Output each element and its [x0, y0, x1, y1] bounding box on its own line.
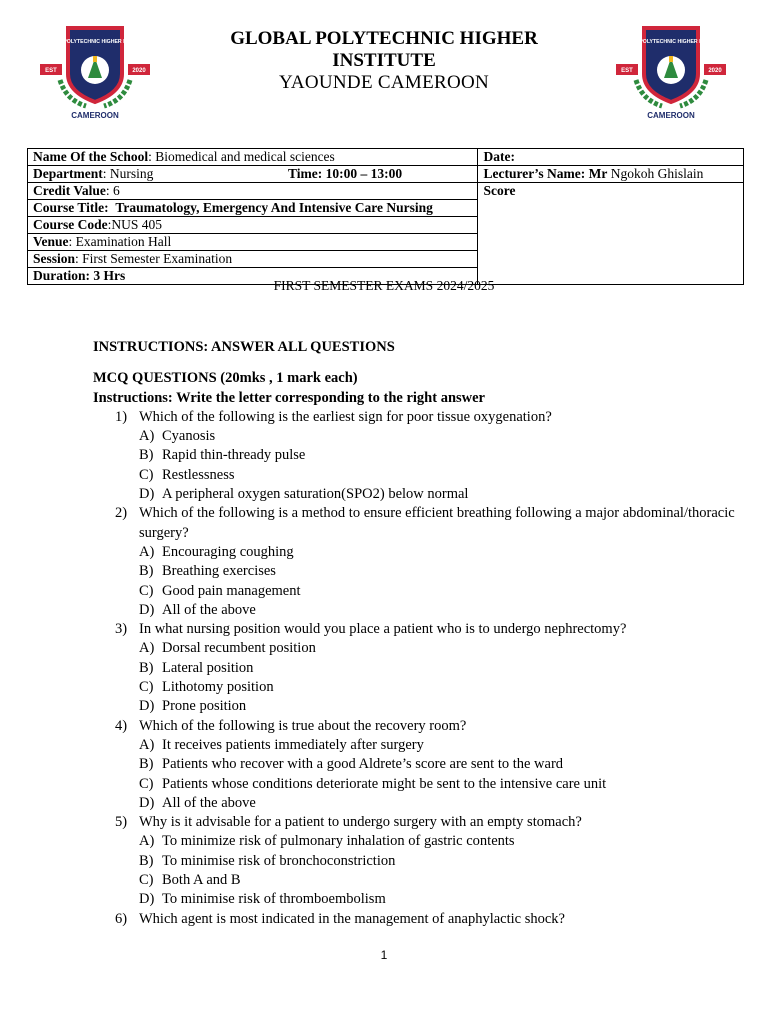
crest-icon	[36, 22, 154, 122]
answer-option	[93, 852, 753, 871]
exam-info-table	[27, 148, 744, 285]
option-text: Cyanosis	[162, 428, 216, 445]
option-text: Rapid thin-thready pulse	[162, 447, 306, 464]
option-letter: B)	[139, 659, 154, 676]
question-list	[93, 408, 753, 929]
answer-option	[93, 890, 753, 909]
logo-year: 2020	[132, 68, 146, 74]
course-code-cell	[28, 217, 478, 234]
option-text: Dorsal recumbent position	[162, 640, 316, 657]
question-item	[93, 910, 753, 929]
question-text: Which of the following is the earliest sign for poor tissue oxygenation?	[139, 408, 552, 425]
answer-option	[93, 543, 753, 562]
answer-option	[93, 871, 753, 890]
option-letter: C)	[139, 466, 154, 483]
option-letter: C)	[139, 775, 154, 792]
option-text: It receives patients immediately after surgery	[162, 736, 424, 753]
duration-label: Duration: 3 Hrs	[33, 268, 126, 283]
option-letter: A)	[139, 833, 155, 850]
exam-content	[93, 338, 753, 929]
logo-text-top: GLOBAL POLYTECHNIC HIGHER INSTITUTE	[616, 39, 726, 45]
date-cell	[478, 149, 744, 166]
school-value: : Biomedical and medical sciences	[148, 149, 335, 164]
option-letter: A)	[139, 736, 155, 753]
institute-name-line1: GLOBAL POLYTECHNIC HIGHER	[230, 28, 538, 49]
option-text: Restlessness	[162, 466, 235, 483]
answer-option	[93, 832, 753, 851]
answer-option	[93, 485, 753, 504]
course-code-value: :NUS 405	[107, 217, 163, 232]
answer-option	[93, 794, 753, 813]
question-text: Which of the following is a method to ensure efficient breathing following a major abdominal/thoracic surgery?	[139, 505, 735, 541]
option-letter: D)	[139, 601, 155, 618]
answer-option	[93, 446, 753, 465]
option-letter: A)	[139, 428, 155, 445]
option-letter: D)	[139, 794, 155, 811]
option-letter: C)	[139, 872, 154, 889]
date-label: Date:	[483, 149, 515, 164]
question-item	[93, 620, 753, 639]
option-text: Both A and B	[162, 872, 241, 889]
venue-value: : Examination Hall	[68, 234, 172, 249]
answer-option	[93, 639, 753, 658]
question-number: 5)	[115, 814, 128, 831]
department-cell	[28, 166, 478, 183]
course-code-label: Course Code	[33, 217, 108, 232]
option-letter: A)	[139, 543, 155, 560]
time-label: Time: 10:00 – 13:00	[288, 166, 403, 181]
answer-option	[93, 659, 753, 678]
option-letter: C)	[139, 582, 154, 599]
option-text: All of the above	[162, 601, 256, 618]
option-letter: B)	[139, 852, 154, 869]
lecturer-label: Lecturer’s Name: Mr	[483, 166, 608, 181]
course-title-label: Course Title:	[33, 200, 109, 215]
question-number: 4)	[115, 717, 128, 734]
session-value: : First Semester Examination	[75, 251, 233, 266]
venue-cell	[28, 234, 478, 251]
option-text: Breathing exercises	[162, 563, 276, 580]
answer-option	[93, 582, 753, 601]
option-text: Encouraging coughing	[162, 543, 294, 560]
page-number: 1	[380, 948, 388, 962]
question-item	[93, 408, 753, 427]
course-title-cell	[28, 200, 478, 217]
option-letter: A)	[139, 640, 155, 657]
question-item	[93, 504, 753, 543]
option-letter: B)	[139, 756, 154, 773]
option-letter: C)	[139, 679, 154, 696]
score-cell	[478, 183, 744, 285]
question-item	[93, 813, 753, 832]
option-letter: D)	[139, 698, 155, 715]
school-cell	[28, 149, 478, 166]
question-text: Which of the following is true about the recovery room?	[139, 717, 467, 734]
department-label: Department	[33, 166, 103, 181]
crest-icon	[612, 22, 730, 122]
venue-label: Venue	[33, 234, 69, 249]
session-label: Session	[33, 251, 76, 266]
option-text: All of the above	[162, 794, 256, 811]
option-text: Lateral position	[162, 659, 254, 676]
institute-name-line2: INSTITUTE	[332, 50, 436, 71]
answer-option	[93, 736, 753, 755]
option-text: Patients who recover with a good Aldrete’s score are sent to the ward	[162, 756, 564, 773]
option-text: Prone position	[162, 698, 247, 715]
option-text: A peripheral oxygen saturation(SPO2) below normal	[162, 486, 469, 503]
option-text: Lithotomy position	[162, 679, 274, 696]
answer-option	[93, 427, 753, 446]
institute-logo-left	[36, 22, 154, 122]
answer-option	[93, 697, 753, 716]
option-text: Patients whose conditions deteriorate might be sent to the intensive care unit	[162, 775, 607, 792]
question-number: 1)	[115, 408, 128, 425]
question-text: Which agent is most indicated in the management of anaphylactic shock?	[139, 910, 565, 927]
institute-name	[170, 28, 598, 72]
question-text: Why is it advisable for a patient to undergo surgery with an empty stomach?	[139, 814, 582, 831]
lecturer-value: Ngokoh Ghislain	[610, 166, 704, 181]
mcq-instruction: Instructions: Write the letter corresponding to the right answer	[93, 389, 485, 406]
question-number: 2)	[115, 505, 128, 522]
option-letter: B)	[139, 563, 154, 580]
course-title-value: Traumatology, Emergency And Intensive Care Nursing	[115, 200, 433, 215]
logo-text-top: GLOBAL POLYTECHNIC HIGHER INSTITUTE	[40, 39, 150, 45]
answer-option	[93, 601, 753, 620]
score-label: Score	[483, 183, 516, 198]
school-label: Name Of the School	[33, 149, 149, 164]
institute-location: YAOUNDE CAMEROON	[278, 72, 490, 93]
option-text: To minimise risk of bronchoconstriction	[162, 852, 396, 869]
credit-label: Credit Value	[33, 183, 106, 198]
question-item	[93, 717, 753, 736]
logo-est: EST	[621, 68, 633, 74]
answer-option	[93, 755, 753, 774]
logo-est: EST	[45, 68, 57, 74]
answer-option	[93, 562, 753, 581]
instructions-heading: INSTRUCTIONS: ANSWER ALL QUESTIONS	[93, 339, 395, 355]
option-letter: D)	[139, 486, 155, 503]
option-letter: B)	[139, 447, 154, 464]
mcq-heading: MCQ QUESTIONS (20mks , 1 mark each)	[93, 370, 358, 387]
institute-logo-right	[612, 22, 730, 122]
answer-option	[93, 678, 753, 697]
session-cell	[28, 251, 478, 268]
credit-value: : 6	[105, 183, 120, 198]
lecturer-cell	[478, 166, 744, 183]
logo-country: CAMEROON	[647, 111, 695, 120]
answer-option	[93, 466, 753, 485]
question-text: In what nursing position would you place a patient who is to undergo nephrectomy?	[139, 621, 627, 638]
option-text: To minimize risk of pulmonary inhalation of gastric contents	[162, 833, 515, 850]
option-letter: D)	[139, 891, 155, 908]
exam-session-heading: FIRST SEMESTER EXAMS 2024/2025	[273, 278, 495, 293]
department-value: : Nursing	[102, 166, 154, 181]
option-text: Good pain management	[162, 582, 301, 599]
logo-year: 2020	[708, 68, 722, 74]
credit-cell	[28, 183, 478, 200]
option-text: To minimise risk of thromboembolism	[162, 891, 386, 908]
question-number: 6)	[115, 910, 128, 927]
question-number: 3)	[115, 621, 128, 638]
logo-country: CAMEROON	[71, 111, 119, 120]
answer-option	[93, 775, 753, 794]
